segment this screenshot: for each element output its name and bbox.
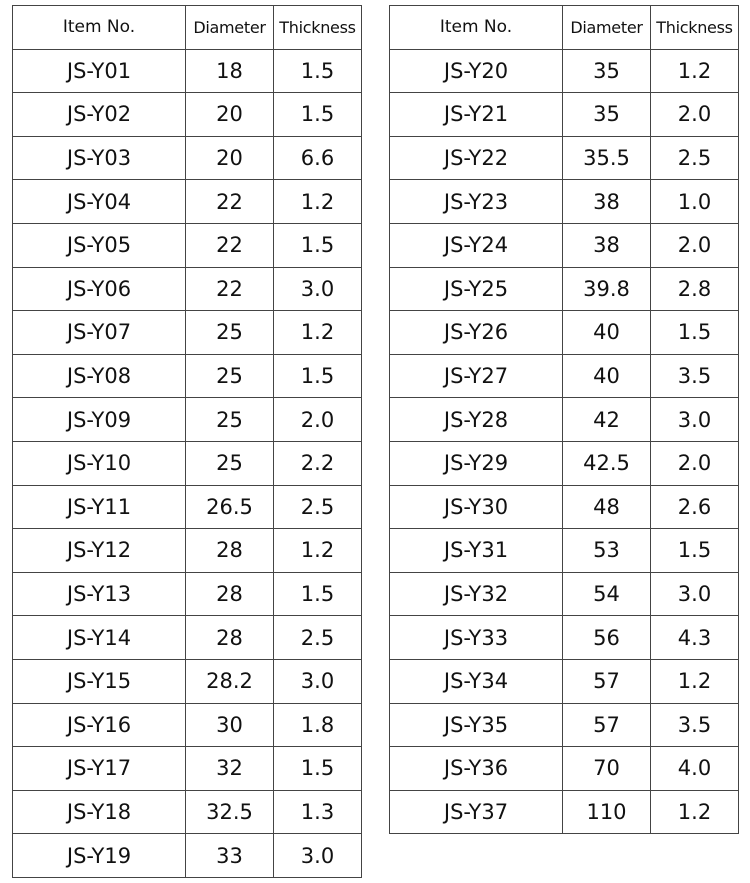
item-no-cell: JS-Y12	[13, 529, 186, 573]
item-no-cell: JS-Y18	[13, 790, 186, 834]
item-no-cell: JS-Y31	[390, 529, 563, 573]
diameter-cell: 39.8	[563, 267, 651, 311]
diameter-cell: 42	[563, 398, 651, 442]
table-row	[13, 267, 362, 311]
item-no-cell: JS-Y33	[390, 616, 563, 660]
header-item-no: Item No.	[13, 6, 186, 50]
diameter-cell: 57	[563, 659, 651, 703]
header-thickness: Thickness	[274, 6, 362, 50]
thickness-cell: 3.0	[651, 572, 739, 616]
diameter-cell: 110	[563, 790, 651, 834]
table-row	[390, 267, 739, 311]
diameter-cell: 48	[563, 485, 651, 529]
item-no-cell: JS-Y21	[390, 93, 563, 137]
diameter-cell: 40	[563, 354, 651, 398]
diameter-cell: 25	[186, 441, 274, 485]
diameter-cell: 25	[186, 311, 274, 355]
thickness-cell: 1.2	[274, 529, 362, 573]
item-no-cell: JS-Y32	[390, 572, 563, 616]
thickness-cell: 1.5	[651, 311, 739, 355]
thickness-cell: 3.0	[651, 398, 739, 442]
diameter-cell: 35	[563, 93, 651, 137]
table-row	[390, 441, 739, 485]
thickness-cell: 1.2	[651, 790, 739, 834]
diameter-cell: 25	[186, 398, 274, 442]
item-no-cell: JS-Y30	[390, 485, 563, 529]
diameter-cell: 70	[563, 747, 651, 791]
item-no-cell: JS-Y16	[13, 703, 186, 747]
item-no-cell: JS-Y05	[13, 223, 186, 267]
diameter-cell: 32.5	[186, 790, 274, 834]
thickness-cell: 1.5	[274, 93, 362, 137]
table-row	[13, 93, 362, 137]
table-row	[390, 703, 739, 747]
table-row	[13, 180, 362, 224]
table-row	[13, 311, 362, 355]
item-no-cell: JS-Y17	[13, 747, 186, 791]
table-row	[13, 616, 362, 660]
item-no-cell: JS-Y01	[13, 49, 186, 93]
table-row	[13, 354, 362, 398]
thickness-cell: 3.0	[274, 659, 362, 703]
thickness-cell: 2.5	[651, 136, 739, 180]
thickness-cell: 1.5	[274, 354, 362, 398]
table-row	[390, 93, 739, 137]
diameter-cell: 20	[186, 93, 274, 137]
header-diameter: Diameter	[563, 6, 651, 50]
table-row	[390, 485, 739, 529]
thickness-cell: 1.5	[651, 529, 739, 573]
thickness-cell: 3.0	[274, 267, 362, 311]
header-diameter: Diameter	[186, 6, 274, 50]
table-row	[390, 354, 739, 398]
diameter-cell: 57	[563, 703, 651, 747]
table-row	[13, 703, 362, 747]
thickness-cell: 2.6	[651, 485, 739, 529]
diameter-cell: 56	[563, 616, 651, 660]
item-no-cell: JS-Y07	[13, 311, 186, 355]
item-no-cell: JS-Y22	[390, 136, 563, 180]
thickness-cell: 1.5	[274, 572, 362, 616]
thickness-cell: 1.5	[274, 223, 362, 267]
thickness-cell: 3.5	[651, 354, 739, 398]
item-no-cell: JS-Y24	[390, 223, 563, 267]
diameter-cell: 28	[186, 572, 274, 616]
item-no-cell: JS-Y15	[13, 659, 186, 703]
spec-table-right	[389, 5, 739, 834]
thickness-cell: 4.3	[651, 616, 739, 660]
thickness-cell: 1.0	[651, 180, 739, 224]
header-thickness: Thickness	[651, 6, 739, 50]
thickness-cell: 2.0	[651, 93, 739, 137]
header-row	[390, 6, 739, 50]
item-no-cell: JS-Y34	[390, 659, 563, 703]
item-no-cell: JS-Y11	[13, 485, 186, 529]
thickness-cell: 1.3	[274, 790, 362, 834]
thickness-cell: 1.2	[274, 180, 362, 224]
diameter-cell: 40	[563, 311, 651, 355]
diameter-cell: 28	[186, 616, 274, 660]
table-row	[13, 136, 362, 180]
diameter-cell: 20	[186, 136, 274, 180]
table-row	[13, 529, 362, 573]
diameter-cell: 32	[186, 747, 274, 791]
diameter-cell: 35.5	[563, 136, 651, 180]
diameter-cell: 22	[186, 223, 274, 267]
thickness-cell: 1.2	[651, 49, 739, 93]
table-row	[390, 616, 739, 660]
diameter-cell: 28	[186, 529, 274, 573]
diameter-cell: 38	[563, 180, 651, 224]
item-no-cell: JS-Y25	[390, 267, 563, 311]
thickness-cell: 2.2	[274, 441, 362, 485]
thickness-cell: 2.5	[274, 616, 362, 660]
table-row	[13, 747, 362, 791]
table-row	[390, 49, 739, 93]
diameter-cell: 28.2	[186, 659, 274, 703]
diameter-cell: 22	[186, 180, 274, 224]
item-no-cell: JS-Y14	[13, 616, 186, 660]
diameter-cell: 54	[563, 572, 651, 616]
diameter-cell: 33	[186, 834, 274, 878]
item-no-cell: JS-Y37	[390, 790, 563, 834]
thickness-cell: 2.0	[274, 398, 362, 442]
diameter-cell: 22	[186, 267, 274, 311]
table-row	[390, 398, 739, 442]
thickness-cell: 1.8	[274, 703, 362, 747]
table-row	[390, 790, 739, 834]
header-row	[13, 6, 362, 50]
item-no-cell: JS-Y09	[13, 398, 186, 442]
thickness-cell: 1.2	[274, 311, 362, 355]
table-row	[390, 529, 739, 573]
table-row	[13, 223, 362, 267]
thickness-cell: 4.0	[651, 747, 739, 791]
table-row	[390, 311, 739, 355]
spec-table-left	[12, 5, 362, 878]
table-row	[390, 572, 739, 616]
item-no-cell: JS-Y03	[13, 136, 186, 180]
thickness-cell: 2.0	[651, 441, 739, 485]
table-row	[13, 441, 362, 485]
table-row	[13, 659, 362, 703]
diameter-cell: 30	[186, 703, 274, 747]
item-no-cell: JS-Y35	[390, 703, 563, 747]
item-no-cell: JS-Y06	[13, 267, 186, 311]
item-no-cell: JS-Y02	[13, 93, 186, 137]
item-no-cell: JS-Y36	[390, 747, 563, 791]
item-no-cell: JS-Y19	[13, 834, 186, 878]
table-row	[390, 223, 739, 267]
item-no-cell: JS-Y10	[13, 441, 186, 485]
table-row	[13, 485, 362, 529]
table-row	[390, 180, 739, 224]
item-no-cell: JS-Y08	[13, 354, 186, 398]
thickness-cell: 1.2	[651, 659, 739, 703]
diameter-cell: 42.5	[563, 441, 651, 485]
diameter-cell: 35	[563, 49, 651, 93]
item-no-cell: JS-Y23	[390, 180, 563, 224]
item-no-cell: JS-Y27	[390, 354, 563, 398]
table-row	[13, 834, 362, 878]
thickness-cell: 1.5	[274, 747, 362, 791]
diameter-cell: 38	[563, 223, 651, 267]
table-row	[390, 659, 739, 703]
item-no-cell: JS-Y04	[13, 180, 186, 224]
item-no-cell: JS-Y28	[390, 398, 563, 442]
table-row	[13, 790, 362, 834]
thickness-cell: 3.0	[274, 834, 362, 878]
diameter-cell: 26.5	[186, 485, 274, 529]
thickness-cell: 3.5	[651, 703, 739, 747]
item-no-cell: JS-Y13	[13, 572, 186, 616]
diameter-cell: 25	[186, 354, 274, 398]
diameter-cell: 53	[563, 529, 651, 573]
thickness-cell: 1.5	[274, 49, 362, 93]
item-no-cell: JS-Y29	[390, 441, 563, 485]
header-item-no: Item No.	[390, 6, 563, 50]
thickness-cell: 2.5	[274, 485, 362, 529]
table-row	[13, 572, 362, 616]
diameter-cell: 18	[186, 49, 274, 93]
table-row	[390, 747, 739, 791]
table-row	[390, 136, 739, 180]
item-no-cell: JS-Y20	[390, 49, 563, 93]
thickness-cell: 2.8	[651, 267, 739, 311]
item-no-cell: JS-Y26	[390, 311, 563, 355]
table-row	[13, 398, 362, 442]
thickness-cell: 6.6	[274, 136, 362, 180]
thickness-cell: 2.0	[651, 223, 739, 267]
table-row	[13, 49, 362, 93]
